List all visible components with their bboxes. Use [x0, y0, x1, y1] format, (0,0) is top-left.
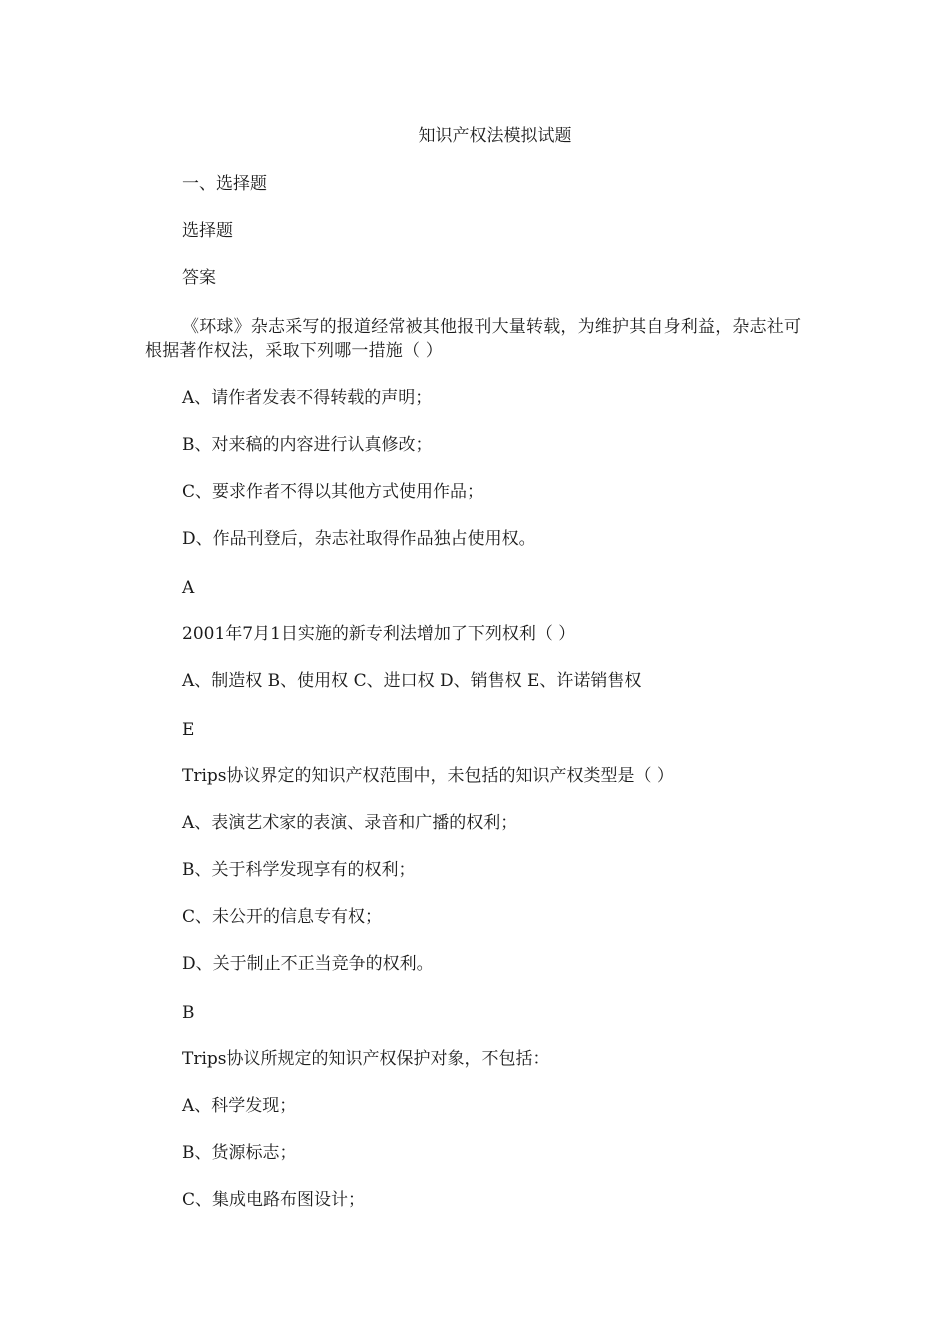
- section-heading: 一、选择题: [182, 174, 267, 194]
- question-3-stem: Trips协议界定的知识产权范围中，未包括的知识产权类型是（ ）: [182, 766, 674, 786]
- subheading: 选择题: [182, 221, 233, 241]
- question-3-answer: B: [182, 1003, 195, 1023]
- document-title: 知识产权法模拟试题: [418, 126, 572, 146]
- question-1-option-d: D、作品刊登后，杂志社取得作品独占使用权。: [182, 529, 536, 549]
- question-1-option-b: B、对来稿的内容进行认真修改；: [182, 435, 433, 455]
- question-3-option-a: A、表演艺术家的表演、录音和广播的权利；: [182, 813, 518, 833]
- question-3-option-b: B、关于科学发现享有的权利；: [182, 860, 416, 880]
- question-4-stem: Trips协议所规定的知识产权保护对象，不包括：: [182, 1049, 550, 1069]
- question-3-option-c: C、未公开的信息专有权；: [182, 907, 383, 927]
- question-1-option-a: A、请作者发表不得转载的声明；: [182, 388, 433, 408]
- question-1-stem: 《环球》杂志采写的报道经常被其他报刊大量转载，为维护其自身利益，杂志社可根据著作权法，采取下列哪一措施（ ）: [145, 317, 802, 361]
- question-2-stem: 2001年7月1日实施的新专利法增加了下列权利（ ）: [182, 624, 576, 644]
- question-3-option-d: D、关于制止不正当竞争的权利。: [182, 954, 434, 974]
- question-1-option-c: C、要求作者不得以其他方式使用作品；: [182, 482, 485, 502]
- question-1-answer: A: [182, 578, 195, 598]
- answer-heading: 答案: [182, 268, 216, 288]
- question-4-option-a: A、科学发现；: [182, 1096, 297, 1116]
- question-2-answer: E: [182, 720, 195, 740]
- question-4-option-c: C、集成电路布图设计；: [182, 1190, 366, 1210]
- question-4-option-b: B、货源标志；: [182, 1143, 297, 1163]
- question-2-options: A、制造权 B、使用权 C、进口权 D、销售权 E、许诺销售权: [182, 671, 642, 691]
